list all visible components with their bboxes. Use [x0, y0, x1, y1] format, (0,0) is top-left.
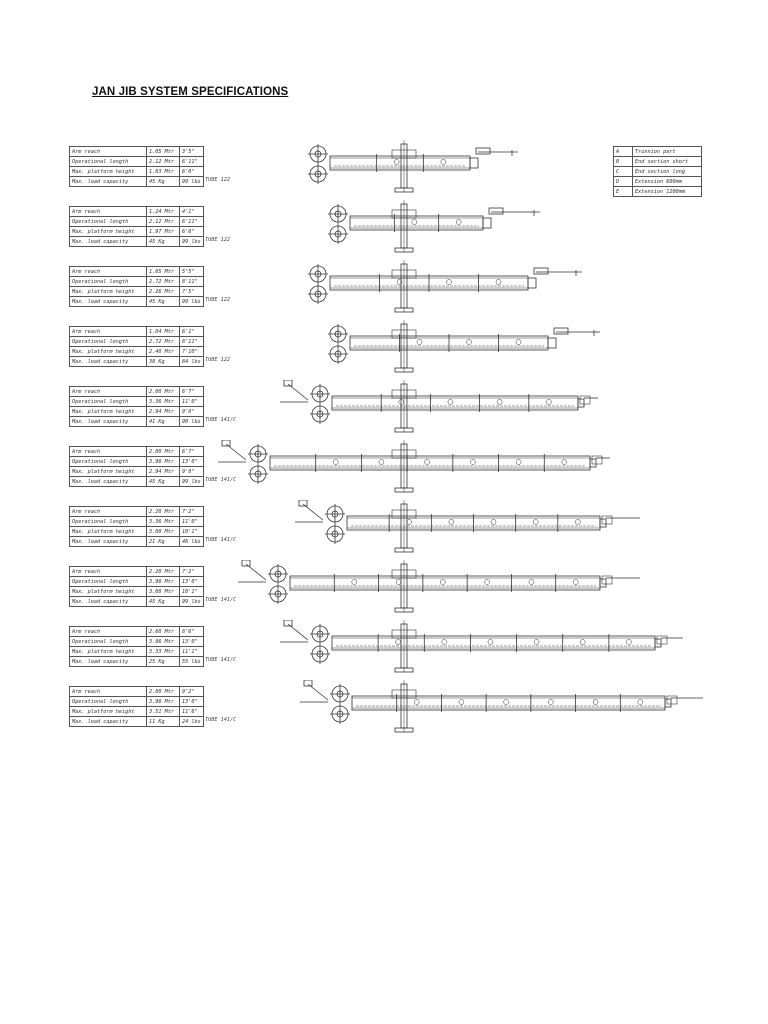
spec-imperial-value: 9'2" [180, 687, 204, 697]
spec-imperial-value: 13'0" [180, 577, 204, 587]
spec-label: Max. platform height [70, 707, 147, 717]
spec-label: Arm reach [70, 147, 147, 157]
camera-head-icon [476, 148, 490, 154]
spec-label: Max. platform height [70, 407, 147, 417]
spec-imperial-value: 6'0" [180, 167, 204, 177]
spec-imperial-value: 7'2" [180, 507, 204, 517]
jib-drawing [0, 320, 768, 380]
tube-label: TUBE 122 [205, 357, 230, 363]
spec-metric-value: 45 Kg [147, 297, 180, 307]
legend-description: Extension 1200mm [633, 187, 702, 197]
spec-imperial-value: 4'1" [180, 207, 204, 217]
spec-label: Operational length [70, 457, 147, 467]
spec-metric-value: 3.96 Mtr [147, 697, 180, 707]
tube-label: TUBE 141/C [205, 717, 237, 723]
spec-imperial-value: 6'6" [180, 227, 204, 237]
spec-imperial-value: 99 lbs [180, 597, 204, 607]
spec-metric-value: 2.20 Mtr [147, 507, 180, 517]
legend-key: A [614, 147, 633, 157]
spec-label: Max. load capacity [70, 717, 147, 727]
spec-imperial-value: 11'0" [180, 517, 204, 527]
spec-metric-value: 2.72 Mtr [147, 337, 180, 347]
spec-label: Max. load capacity [70, 597, 147, 607]
spec-metric-value: 3.51 Mtr [147, 707, 180, 717]
tube-label: TUBE 141/C [205, 657, 237, 663]
spec-imperial-value: 90 lbs [180, 417, 204, 427]
spec-metric-value: 2.94 Mtr [147, 467, 180, 477]
spec-label: Max. platform height [70, 527, 147, 537]
spec-label: Max. platform height [70, 227, 147, 237]
spec-metric-value: 25 Kg [147, 657, 180, 667]
spec-metric-value: 2.00 Mtr [147, 447, 180, 457]
legend-key: D [614, 177, 633, 187]
spec-label: Arm reach [70, 387, 147, 397]
spec-metric-value: 3.08 Mtr [147, 527, 180, 537]
spec-imperial-value: 55 lbs [180, 657, 204, 667]
spec-imperial-value: 8'11" [180, 277, 204, 287]
spec-imperial-value: 6'11" [180, 157, 204, 167]
spec-imperial-value: 8'6" [180, 627, 204, 637]
tube-label: TUBE 141/C [205, 477, 237, 483]
spec-metric-value: 1.65 Mtr [147, 267, 180, 277]
spec-label: Max. load capacity [70, 477, 147, 487]
spec-label: Max. load capacity [70, 237, 147, 247]
spec-imperial-value: 99 lbs [180, 477, 204, 487]
tube-label: TUBE 141/C [205, 537, 237, 543]
spec-label: Arm reach [70, 567, 147, 577]
spec-imperial-value: 11'1" [180, 647, 204, 657]
spec-imperial-value: 24 lbs [180, 717, 204, 727]
spec-label: Max. load capacity [70, 657, 147, 667]
spec-imperial-value: 8'11" [180, 337, 204, 347]
spec-metric-value: 21 Kg [147, 537, 180, 547]
spec-metric-value: 45 Kg [147, 237, 180, 247]
spec-metric-value: 1.05 Mtr [147, 147, 180, 157]
spec-label: Max. load capacity [70, 177, 147, 187]
spec-label: Operational length [70, 217, 147, 227]
spec-label: Max. platform height [70, 347, 147, 357]
spec-imperial-value: 11'0" [180, 397, 204, 407]
jib-drawing [0, 380, 768, 440]
spec-metric-value: 3.33 Mtr [147, 647, 180, 657]
jib-drawing [0, 140, 768, 200]
operator-handle-icon [308, 684, 328, 700]
spec-imperial-value: 6'11" [180, 217, 204, 227]
jib-drawing [0, 200, 768, 260]
spec-metric-value: 2.80 Mtr [147, 687, 180, 697]
spec-label: Operational length [70, 697, 147, 707]
jib-drawing [0, 620, 768, 680]
spec-metric-value: 1.83 Mtr [147, 167, 180, 177]
spec-metric-value: 2.12 Mtr [147, 157, 180, 167]
spec-label: Operational length [70, 397, 147, 407]
spec-imperial-value: 9'8" [180, 407, 204, 417]
spec-label: Max. load capacity [70, 417, 147, 427]
spec-metric-value: 3.96 Mtr [147, 577, 180, 587]
spec-label: Arm reach [70, 627, 147, 637]
spec-imperial-value: 10'1" [180, 527, 204, 537]
spec-metric-value: 2.72 Mtr [147, 277, 180, 287]
tube-label: TUBE 122 [205, 297, 230, 303]
spec-imperial-value: 7'5" [180, 287, 204, 297]
spec-metric-value: 1.24 Mtr [147, 207, 180, 217]
spec-imperial-value: 99 lbs [180, 237, 204, 247]
spec-metric-value: 45 Kg [147, 177, 180, 187]
spec-imperial-value: 46 lbs [180, 537, 204, 547]
spec-metric-value: 45 Kg [147, 477, 180, 487]
spec-label: Arm reach [70, 207, 147, 217]
spec-metric-value: 3.08 Mtr [147, 587, 180, 597]
spec-imperial-value: 7'10" [180, 347, 204, 357]
spec-imperial-value: 6'7" [180, 447, 204, 457]
legend-description: End section short [633, 157, 702, 167]
spec-metric-value: 11 Kg [147, 717, 180, 727]
jib-drawing [0, 440, 768, 500]
camera-head-icon [534, 268, 548, 274]
legend-description: End section long [633, 167, 702, 177]
jib-drawing [0, 680, 768, 740]
spec-metric-value: 2.60 Mtr [147, 627, 180, 637]
spec-label: Operational length [70, 337, 147, 347]
spec-label: Max. load capacity [70, 537, 147, 547]
spec-label: Max. platform height [70, 167, 147, 177]
spec-metric-value: 3.96 Mtr [147, 457, 180, 467]
spec-label: Arm reach [70, 687, 147, 697]
spec-metric-value: 2.00 Mtr [147, 387, 180, 397]
spec-imperial-value: 84 lbs [180, 357, 204, 367]
spec-imperial-value: 11'6" [180, 707, 204, 717]
page-title: JAN JIB SYSTEM SPECIFICATIONS [92, 86, 289, 98]
spec-label: Operational length [70, 517, 147, 527]
spec-label: Max. platform height [70, 467, 147, 477]
spec-metric-value: 3.36 Mtr [147, 397, 180, 407]
spec-metric-value: 3.96 Mtr [147, 637, 180, 647]
spec-imperial-value: 6'7" [180, 387, 204, 397]
spec-label: Operational length [70, 277, 147, 287]
camera-head-icon [489, 208, 503, 214]
camera-head-icon [554, 328, 568, 334]
legend-key: C [614, 167, 633, 177]
spec-imperial-value: 10'1" [180, 587, 204, 597]
spec-imperial-value: 13'0" [180, 457, 204, 467]
spec-metric-value: 1.97 Mtr [147, 227, 180, 237]
spec-label: Max. platform height [70, 647, 147, 657]
spec-imperial-value: 5'5" [180, 267, 204, 277]
spec-label: Operational length [70, 637, 147, 647]
spec-metric-value: 2.94 Mtr [147, 407, 180, 417]
legend-key: E [614, 187, 633, 197]
spec-label: Max. load capacity [70, 357, 147, 367]
spec-label: Arm reach [70, 327, 147, 337]
tube-label: TUBE 122 [205, 237, 230, 243]
spec-label: Operational length [70, 157, 147, 167]
spec-imperial-value: 6'1" [180, 327, 204, 337]
spec-metric-value: 2.40 Mtr [147, 347, 180, 357]
spec-label: Arm reach [70, 507, 147, 517]
spec-metric-value: 2.26 Mtr [147, 287, 180, 297]
spec-label: Arm reach [70, 447, 147, 457]
legend-description: Extension 600mm [633, 177, 702, 187]
operator-handle-icon [288, 624, 308, 640]
spec-imperial-value: 99 lbs [180, 177, 204, 187]
spec-metric-value: 1.84 Mtr [147, 327, 180, 337]
spec-label: Operational length [70, 577, 147, 587]
spec-label: Max. load capacity [70, 297, 147, 307]
operator-handle-icon [246, 564, 266, 580]
legend-description: Trunnion part [633, 147, 702, 157]
spec-metric-value: 3.36 Mtr [147, 517, 180, 527]
spec-metric-value: 2.20 Mtr [147, 567, 180, 577]
spec-metric-value: 2.12 Mtr [147, 217, 180, 227]
spec-imperial-value: 13'0" [180, 637, 204, 647]
spec-metric-value: 41 Kg [147, 417, 180, 427]
jib-drawing [0, 500, 768, 560]
tube-label: TUBE 141/C [205, 417, 237, 423]
tube-label: TUBE 141/C [205, 597, 237, 603]
spec-imperial-value: 13'0" [180, 697, 204, 707]
spec-imperial-value: 9'8" [180, 467, 204, 477]
jib-drawing [0, 560, 768, 620]
spec-imperial-value: 7'2" [180, 567, 204, 577]
spec-metric-value: 38 Kg [147, 357, 180, 367]
spec-label: Max. platform height [70, 587, 147, 597]
spec-imperial-value: 3'5" [180, 147, 204, 157]
spec-label: Max. platform height [70, 287, 147, 297]
jib-drawing [0, 260, 768, 320]
tube-label: TUBE 122 [205, 177, 230, 183]
spec-label: Arm reach [70, 267, 147, 277]
legend-key: B [614, 157, 633, 167]
spec-metric-value: 45 Kg [147, 597, 180, 607]
spec-imperial-value: 99 lbs [180, 297, 204, 307]
